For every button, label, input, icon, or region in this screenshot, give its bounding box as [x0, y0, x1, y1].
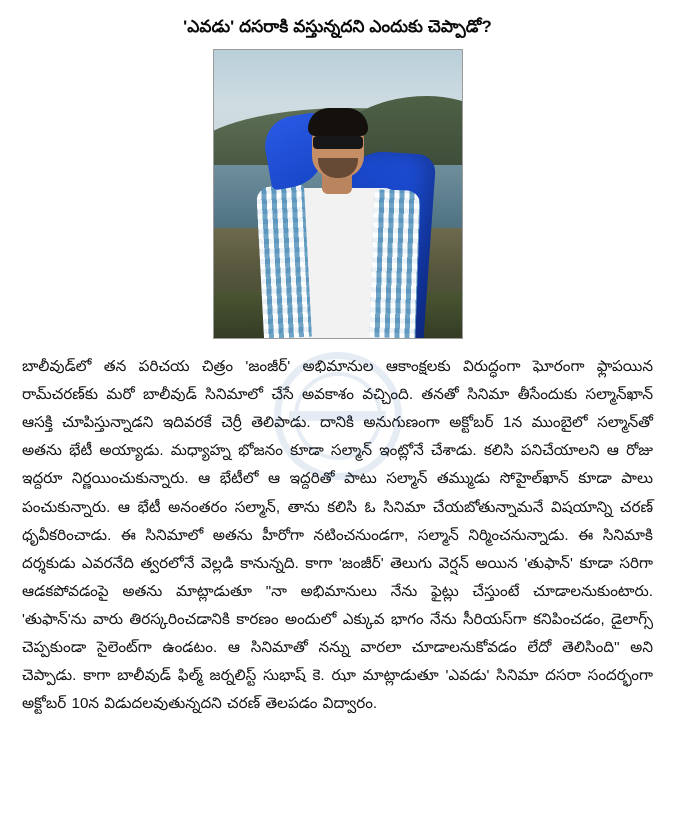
photo-subject — [258, 98, 418, 338]
ram-charan-photo — [213, 49, 463, 339]
article-paragraph-2: ఆ భేటీలో ఆ ఇద్దరితో పాటు సల్మాన్ తమ్ముడు సోహైల్‌ఖాన్ కూడా పాలు పంచుకున్నారు. ఆ భేటీ అనంతరం సల్మాన్, తాను కలిసి ఓ సినిమా చేయబోతున్నామనే విషయాన్ని చరణ్ ధృవీకరించాడు. ఈ సినిమాలో అతను హీరోగా నటించనుండగా, సల్మాన్ నిర్మించనున్నాడు. ఈ సినిమాకి దర్శకుడు ఎవరనేది త్వరలోనే వెల్లడి కానున్నది. కాగా 'జంజీర్' తెలుగు వెర్షన్ అయిన 'తుఫాన్' కూడా సరిగా ఆడకపోవడంపై అతను మాట్లాడుతూ "నా అభిమానులు నేను ఫైట్లు చేస్తుంటే చూడాలనుకుంటారు. 'తుఫాన్'ను వారు తిరస్కరించడానికి కారణం అందులో ఎక్కువ భాగం నేను సీరియస్‌గా కనిపించడం, డైలాగ్స్ చెప్పకుండా సైలెంట్‌గా ఉండటం. ఆ సినిమాతో నన్ను వారలా చూడాలనుకోవడం లేదో తెలిసింది" అని చెప్పాడు. కాగా బాలీవుడ్ ఫిల్మ్ జర్నలిస్ట్ సుభాష్ కె. ఝా మాట్లాడుతూ 'ఎవడు' సినిమా దసరా సందర్భంగా అక్టోబర్ 10న విడుదలవుతున్నదని చరణ్ తెలపడం విద్వారం. — [22, 470, 653, 713]
photo-hair — [308, 108, 368, 136]
sunglasses-icon — [313, 136, 363, 149]
page-title: 'ఎవడు' దసరాకి వస్తున్నదని ఎందుకు చెప్పాడో? — [183, 17, 492, 36]
photo-check-shirt-left — [256, 185, 312, 339]
photo-check-shirt-right — [369, 189, 420, 339]
article-paragraph-1: బాలీవుడ్‌లో తన పరిచయ చిత్రం 'జంజీర్' అభిమానుల ఆకాంక్షలకు విరుద్ధంగా ఘోరంగా ఫ్లాపయిన రామ్‌చరణ్‌కు మరో బాలీవుడ్ సినిమాలో చేసే అవకాశం వచ్చింది. తనతో సినిమా తీసేందుకు సల్మాన్‌ఖాన్ ఆసక్తి చూపిస్తున్నాడని ఇదివరకే చెర్రీ తెలిపాడు. దానికి అనుగుణంగా అక్టోబర్ 1న ముంబైలో సల్మాన్‌తో అతను భేటీ అయ్యాడు. మధ్యాహ్న భోజనం కూడా సల్మాన్ ఇంట్లోనే చేశాడు. కలిసి పనిచేయాలని ఆ రోజు ఇద్దరూ నిర్ణయించుకున్నారు. — [22, 357, 653, 488]
article-image-container — [22, 49, 653, 339]
article-body — [22, 353, 653, 719]
